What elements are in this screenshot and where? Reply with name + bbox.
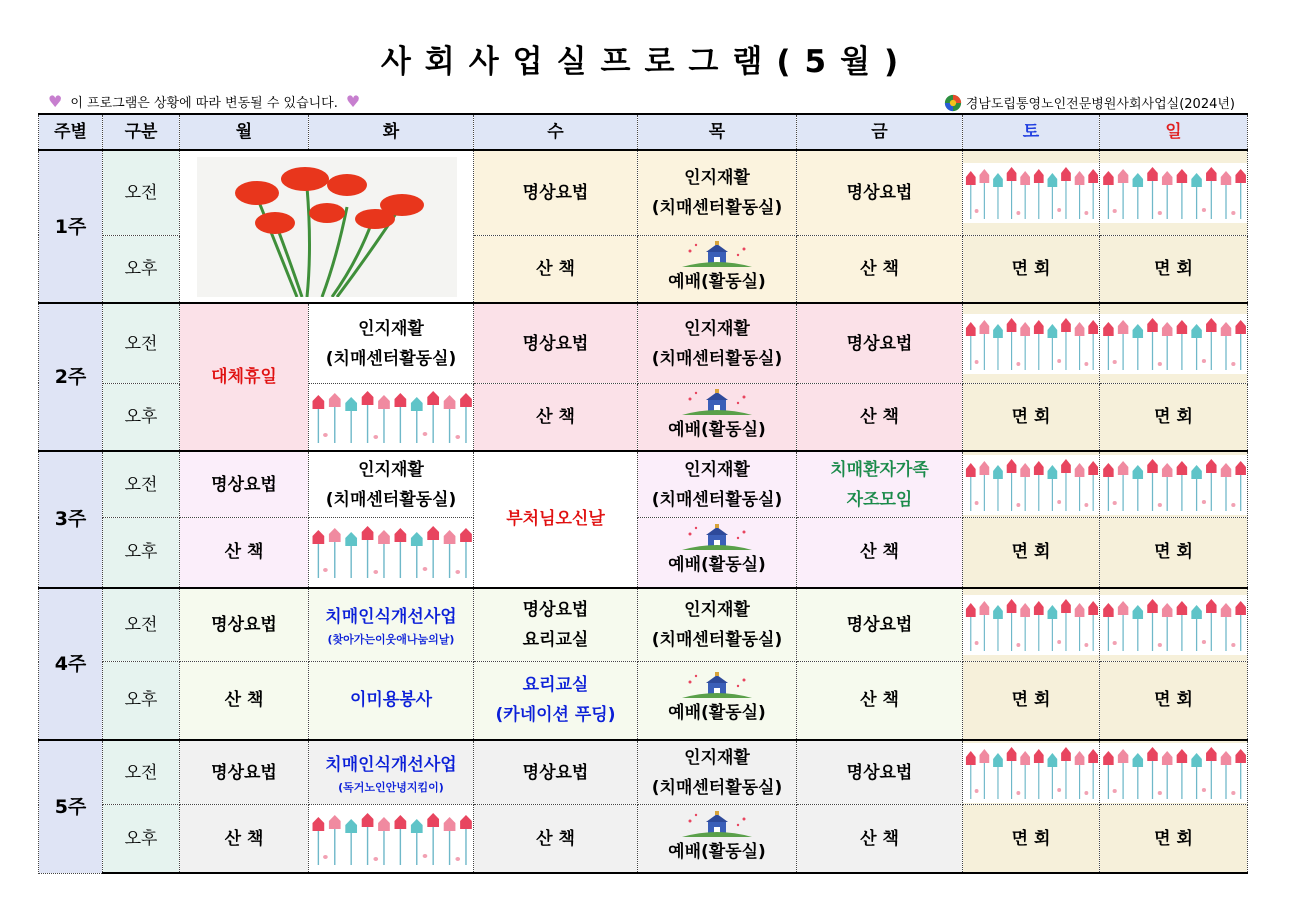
tulip-icon [1100,743,1247,803]
week-label: 1주 [39,150,103,303]
organization-text: 경남도립통영노인전문병원사회사업실(2024년) [965,97,1235,112]
schedule-table [38,113,1248,874]
cell-visit: 면 회 [1100,517,1248,587]
tulip-image [1100,588,1248,662]
cell-visit: 면 회 [963,517,1100,587]
cell-cognitive [638,740,797,805]
cell-cognitive [638,588,797,662]
header-fri: 금 [797,114,963,150]
cooking-title: 요리교실 [522,675,589,696]
heart-icon: ♥ [48,92,63,111]
tulip-image [1100,303,1248,383]
tulip-icon [1100,314,1247,374]
cell-barber: 이미용봉사 [309,662,474,740]
church-icon [682,241,752,267]
notice-text: 이 프로그램은 상황에 따라 변동될 수 있습니다. [70,96,338,111]
cell-meditation: 명상요법 [797,150,963,235]
hospital-logo-icon [944,94,962,112]
worship-text: 예배(활동실) [668,555,766,576]
cell-walk: 산 책 [797,383,963,451]
cell-visit: 면 회 [1100,383,1248,451]
week-label: 4주 [39,588,103,740]
cell-cognitive [309,303,474,383]
week-label: 2주 [39,303,103,451]
pm-label: 오후 [103,517,180,587]
header-type: 구분 [103,114,180,150]
cell-visit: 면 회 [963,235,1100,303]
heart-icon: ♥ [345,92,361,111]
cognitive-title: 인지재활 [684,167,750,188]
tulip-icon [963,595,1099,655]
cell-visit: 면 회 [1100,805,1248,873]
table-row [39,662,1248,740]
tulip-image [1100,150,1248,235]
church-icon [682,811,752,837]
cell-meditation: 명상요법 [797,303,963,383]
tulip-icon [309,522,473,582]
tulip-image [963,740,1100,805]
cell-buddha-birthday: 부처님오신날 [474,451,638,587]
header-sat: 토 [963,114,1100,150]
cognitive-title: 인지재활 [358,459,424,480]
cell-meditation: 명상요법 [180,740,309,805]
carnation-icon [197,157,457,297]
cell-cognitive [638,303,797,383]
pm-label: 오후 [103,805,180,873]
tulip-icon [963,743,1099,803]
cell-visit: 면 회 [963,805,1100,873]
page-title: 사회사업실프로그램(5월) [380,44,913,80]
cell-walk: 산 책 [180,662,309,740]
cognitive-title: 인지재활 [684,318,750,339]
cell-meditation: 명상요법 [797,588,963,662]
am-label: 오전 [103,150,180,235]
cell-walk: 산 책 [474,383,638,451]
tulip-icon [963,455,1099,515]
cell-meditation: 명상요법 [180,588,309,662]
tulip-icon [1100,163,1247,223]
table-row [39,451,1248,517]
cell-walk: 산 책 [797,235,963,303]
cell-meditation: 명상요법 [797,740,963,805]
cell-visit: 면 회 [963,662,1100,740]
week-label: 5주 [39,740,103,873]
organization [944,93,1235,112]
header-sun: 일 [1100,114,1248,150]
cell-walk: 산 책 [797,517,963,587]
table-row [39,303,1248,383]
header-wed: 수 [474,114,638,150]
header-thu: 목 [638,114,797,150]
header-mon: 월 [180,114,309,150]
tulip-icon [309,387,473,447]
table-row [39,588,1248,662]
table-row [39,517,1248,587]
cognitive-location: (치매센터활동실) [651,489,783,510]
worship-text: 예배(활동실) [668,703,766,724]
cognitive-location: (치매센터활동실) [651,629,783,650]
dementia-subtitle: (독거노인안녕지킴이) [338,780,444,794]
cell-cooking-class [474,662,638,740]
table-row [39,150,1248,235]
tulip-icon [1100,455,1247,515]
cell-cognitive [638,451,797,517]
cell-walk: 산 책 [474,805,638,873]
tulip-image [309,383,474,451]
family-subtitle: 자조모임 [846,489,913,510]
am-label: 오전 [103,303,180,383]
cell-walk: 산 책 [180,517,309,587]
cell-visit: 면 회 [963,383,1100,451]
cognitive-location: (치매센터활동실) [651,348,783,369]
cell-meditation: 명상요법 [474,303,638,383]
tulip-icon [963,163,1099,223]
church-icon [682,524,752,550]
header-week: 주별 [39,114,103,150]
cell-walk: 산 책 [474,235,638,303]
notice [48,92,360,111]
dementia-subtitle: (찾아가는이웃애나눔의날) [327,632,455,646]
table-row [39,805,1248,873]
tulip-image [309,805,474,873]
cognitive-location: (치매센터활동실) [651,197,783,218]
pm-label: 오후 [103,235,180,303]
cell-walk: 산 책 [797,662,963,740]
tulip-icon [309,809,473,869]
cell-worship [638,805,797,873]
cell-walk: 산 책 [797,805,963,873]
am-label: 오전 [103,588,180,662]
cell-dementia-awareness [309,588,474,662]
tulip-icon [963,314,1099,374]
cell-visit: 면 회 [1100,662,1248,740]
cognitive-title: 인지재활 [684,599,750,620]
cell-meditation: 명상요법 [180,451,309,517]
cognitive-title: 인지재활 [358,318,424,339]
cooking-text: 요리교실 [522,629,589,650]
tulip-icon [1100,595,1247,655]
cell-meditation: 명상요법 [474,740,638,805]
tulip-image [963,588,1100,662]
cell-holiday: 대체휴일 [180,303,309,451]
cell-visit: 면 회 [1100,235,1248,303]
carnation-image [180,150,474,303]
header-row [39,114,1248,150]
cell-walk: 산 책 [180,805,309,873]
tulip-image [963,150,1100,235]
header-tue: 화 [309,114,474,150]
week-label: 3주 [39,451,103,587]
cell-meditation: 명상요법 [474,150,638,235]
am-label: 오전 [103,740,180,805]
cell-meditation-cooking [474,588,638,662]
tulip-image [1100,740,1248,805]
tulip-image [963,451,1100,517]
church-icon [682,672,752,698]
worship-text: 예배(활동실) [668,841,766,862]
pm-label: 오후 [103,662,180,740]
cooking-menu: (카네이션 푸딩) [495,705,616,726]
worship-text: 예배(활동실) [668,420,766,441]
cognitive-location: (치매센터활동실) [325,489,457,510]
pm-label: 오후 [103,383,180,451]
tulip-image [1100,451,1248,517]
worship-text: 예배(활동실) [668,271,766,292]
meditation-text: 명상요법 [522,599,589,620]
cognitive-location: (치매센터활동실) [651,777,783,798]
cell-worship [638,517,797,587]
tulip-image [309,517,474,587]
cell-cognitive [309,451,474,517]
church-icon [682,389,752,415]
dementia-title: 치매인식개선사업 [325,606,457,627]
table-row [39,740,1248,805]
cell-dementia-awareness [309,740,474,805]
cell-cognitive [638,150,797,235]
cognitive-location: (치매센터활동실) [325,348,457,369]
cognitive-title: 인지재활 [684,747,750,768]
tulip-image [963,303,1100,383]
dementia-title: 치매인식개선사업 [325,754,457,775]
family-title: 치매환자가족 [830,459,929,480]
cell-family-meeting [797,451,963,517]
cell-worship [638,383,797,451]
cognitive-title: 인지재활 [684,459,750,480]
am-label: 오전 [103,451,180,517]
cell-worship [638,662,797,740]
cell-worship [638,235,797,303]
